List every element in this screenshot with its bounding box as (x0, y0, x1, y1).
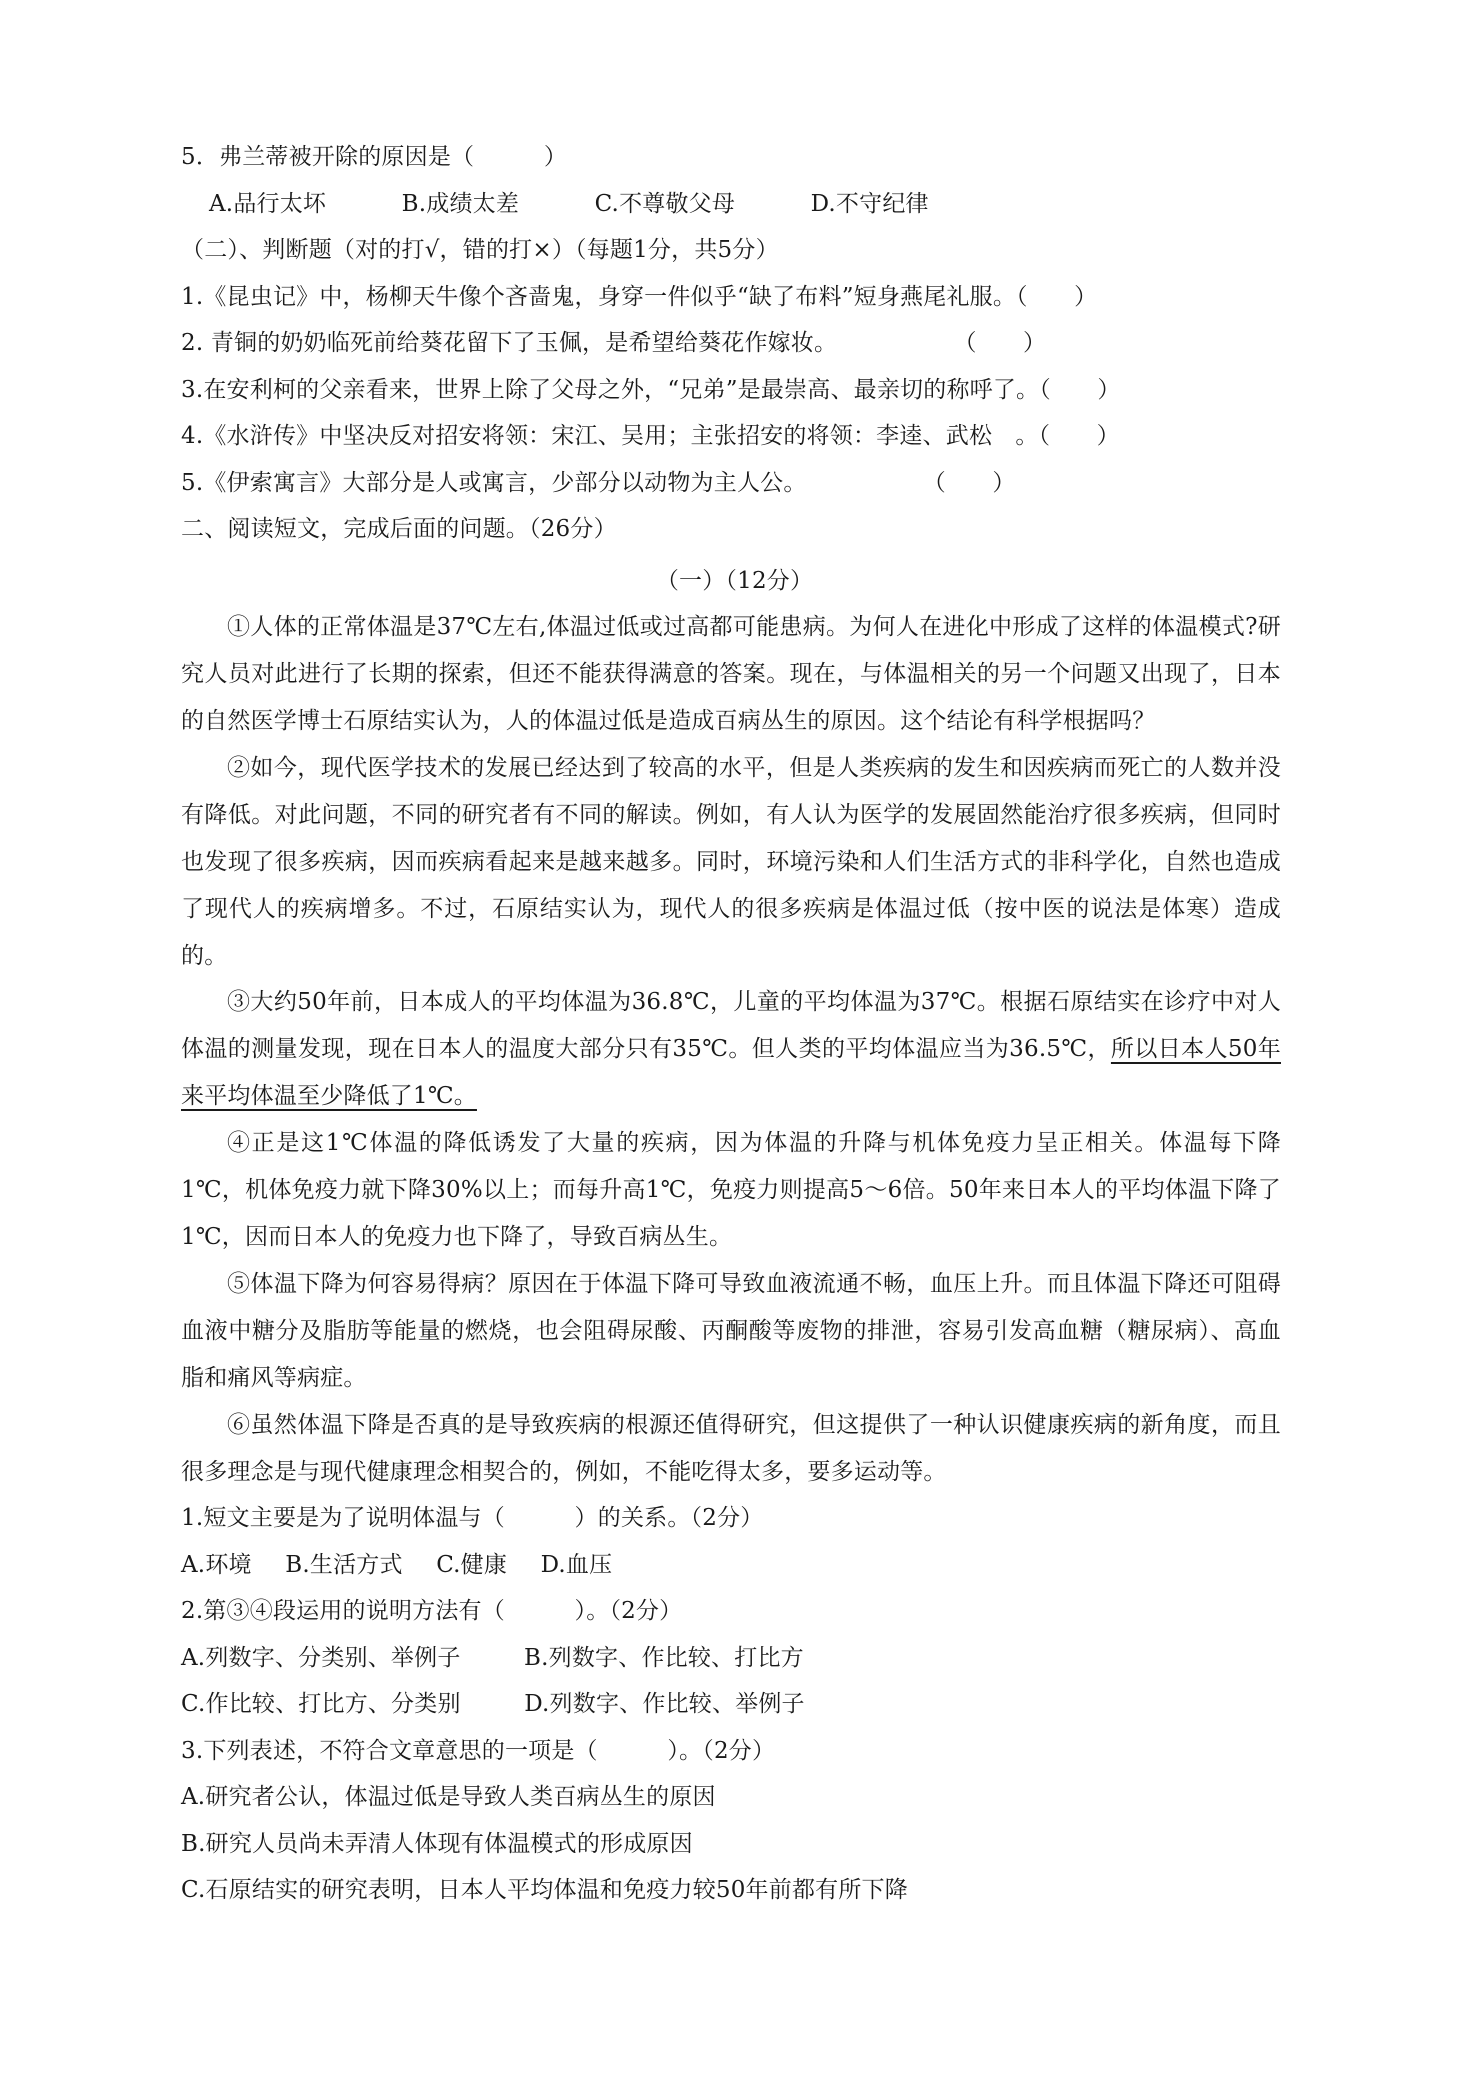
q1-option-d: D.血压 (540, 1552, 613, 1578)
reading-subheading: （一）（12分） (655, 568, 814, 594)
q2-option-c: C.作比较、打比方、分类别 (181, 1691, 461, 1717)
q2-option-b: B.列数字、作比较、打比方 (524, 1645, 804, 1671)
question-3-stem: 3.下列表述，不符合文章意思的一项是（ ）。（2分） (181, 1738, 776, 1764)
option-b: B.成绩太差 (401, 191, 520, 217)
paragraph-3 (181, 979, 1281, 1120)
q1-option-b: B.生活方式 (285, 1552, 403, 1578)
paragraph-1: ①人体的正常体温是37℃左右,体温过低或过高都可能患病。为何人在进化中形成了这样的体温模式?研究人员对此进行了长期的探索，但还不能获得满意的答案。现在，与体温相关的另一个问题又出现了，日本的自然医学博士石原结实认为，人的体温过低是造成百病丛生的原因。这个结论有科学根据吗？ (181, 614, 1281, 734)
q1-option-c: C.健康 (436, 1552, 508, 1578)
q2-option-d: D.列数字、作比较、举例子 (524, 1691, 805, 1717)
question-5-stem: 5．弗兰蒂被开除的原因是（ ） (181, 144, 568, 170)
option-a: A.品行太坏 (209, 191, 327, 217)
q3-option-b: B.研究人员尚未弄清人体现有体温模式的形成原因 (181, 1831, 693, 1857)
q2-option-a: A.列数字、分类别、举例子 (181, 1645, 461, 1671)
judge-item-1: 1.《昆虫记》中，杨柳天牛像个吝啬鬼，身穿一件似乎“缺了布料”短身燕尾礼服。（ ） (181, 284, 1098, 310)
paragraph-6: ⑥虽然体温下降是否真的是导致疾病的根源还值得研究，但这提供了一种认识健康疾病的新角度，而且很多理念是与现代健康理念相契合的，例如，不能吃得太多，要多运动等。 (181, 1412, 1281, 1485)
judge-item-3: 3.在安利柯的父亲看来，世界上除了父母之外，“兄弟”是最崇高、最亲切的称呼了。（ ） (181, 377, 1121, 403)
option-d: D.不守纪律 (810, 191, 929, 217)
option-c: C.不尊敬父母 (594, 191, 736, 217)
paragraph-3-text: ③大约50年前，日本成人的平均体温为36.8℃，儿童的平均体温为37℃。根据石原结实在诊疗中对人体温的测量发现，现在日本人的温度大部分只有35℃。但人类的平均体温应当为36.5℃， (181, 989, 1281, 1062)
question-2-options-row-2 (181, 1689, 805, 1719)
question-5-options (181, 189, 929, 219)
question-2-options-row-1 (181, 1643, 804, 1673)
judge-item-2: 2. 青铜的奶奶临死前给葵花留下了玉佩，是希望给葵花作嫁妆。 （ ） (181, 330, 1047, 356)
judge-item-4: 4.《水浒传》中坚决反对招安将领：宋江、吴用；主张招安的将领：李逵、武松 。（ ） (181, 423, 1120, 449)
question-2-stem: 2.第③④段运用的说明方法有（ ）。（2分） (181, 1598, 683, 1624)
q1-option-a: A.环境 (181, 1552, 252, 1578)
question-1-stem: 1.短文主要是为了说明体温与（ ）的关系。（2分） (181, 1505, 764, 1531)
judge-item-5: 5.《伊索寓言》大部分是人或寓言，少部分以动物为主人公。 （ ） (181, 470, 1016, 496)
paragraph-3-underlined: 所以日本人50年来平均体温至少降低了1℃。 (181, 1036, 1281, 1109)
judge-heading: （二）、判断题（对的打√，错的打×）（每题1分，共5分） (181, 237, 779, 263)
q3-option-c: C.石原结实的研究表明，日本人平均体温和免疫力较50年前都有所下降 (181, 1877, 908, 1903)
paragraph-4: ④正是这1℃体温的降低诱发了大量的疾病，因为体温的升降与机体免疫力呈正相关。体温每下降1℃，机体免疫力就下降30%以上；而每升高1℃，免疫力则提高5～6倍。50年来日本人的平均体温下降了1℃，因而日本人的免疫力也下降了，导致百病丛生。 (181, 1130, 1281, 1250)
question-1-options (181, 1550, 612, 1580)
paragraph-5: ⑤体温下降为何容易得病？原因在于体温下降可导致血液流通不畅，血压上升。而且体温下降还可阻碍血液中糖分及脂肪等能量的燃烧，也会阻碍尿酸、丙酮酸等废物的排泄，容易引发高血糖（糖尿病）、高血脂和痛风等病症。 (181, 1271, 1281, 1391)
paragraph-2: ②如今，现代医学技术的发展已经达到了较高的水平，但是人类疾病的发生和因疾病而死亡的人数并没有降低。对此问题，不同的研究者有不同的解读。例如，有人认为医学的发展固然能治疗很多疾病，但同时也发现了很多疾病，因而疾病看起来是越来越多。同时，环境污染和人们生活方式的非科学化，自然也造成了现代人的疾病增多。不过，石原结实认为，现代人的很多疾病是体温过低（按中医的说法是体寒）造成的。 (181, 755, 1281, 969)
reading-heading: 二、阅读短文，完成后面的问题。（26分） (181, 516, 617, 542)
q3-option-a: A.研究者公认，体温过低是导致人类百病丛生的原因 (181, 1784, 716, 1810)
